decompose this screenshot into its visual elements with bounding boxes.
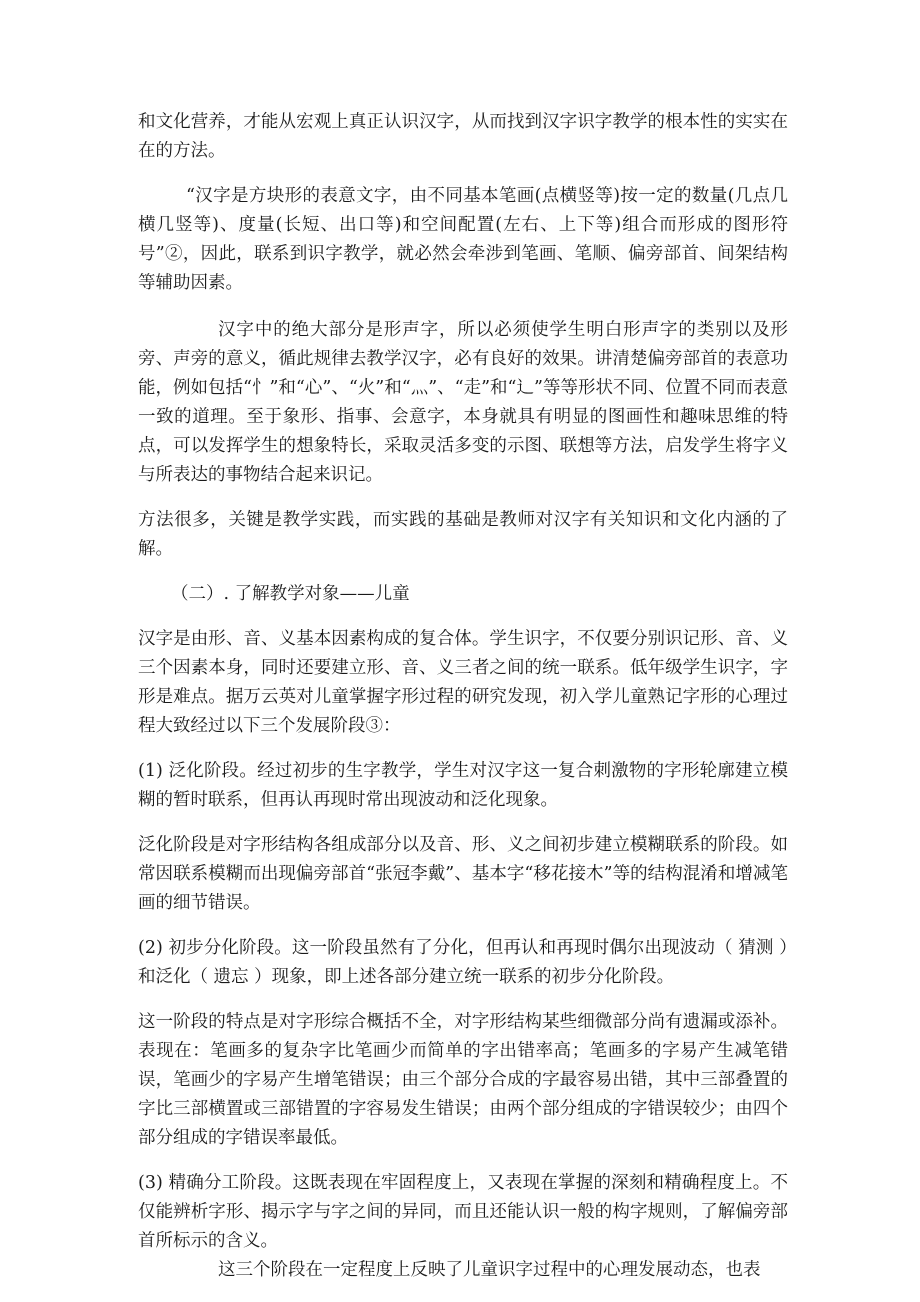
paragraph-strokes-quote: “汉字是方块形的表意文字，由不同基本笔画(点横竖等)按一定的数量(几点几横几竖等)、度量(长短、出口等)和空间配置(左右、上下等)组合而形成的图形符号”②，因此，联系到识字教学，就必然会牵涉到笔画、笔顺、偏旁部首、间架结构等辅助因素。	[138, 186, 788, 293]
paragraph-methods: 方法很多，关键是教学实践，而实践的基础是教师对汉字有关知识和文化内涵的了解。	[138, 510, 788, 559]
paragraph-form-sound-meaning: 汉字是由形、音、义基本因素构成的复合体。学生识字，不仅要分别识记形、音、义三个因素本身，同时还要建立形、音、义三者之间的统一联系。低年级学生识字，字形是难点。据万云英对儿童掌握字形过程的研究发现，初入学儿童熟记字形的心理过程大致经过以下三个发展阶段③：	[138, 629, 788, 736]
section-heading: （二）. 了解教学对象——儿童	[171, 584, 410, 604]
paragraph-continuation: 和文化营养，才能从宏观上真正认识汉字，从而找到汉字识字教学的根本性的实实在在的方法。	[138, 112, 788, 161]
paragraph-stage-1: (1) 泛化阶段。经过初步的生字教学，学生对汉字这一复合刺激物的字形轮廓建立模糊的暂时联系，但再认再现时常出现波动和泛化现象。	[138, 761, 788, 810]
paragraph-summary: 这三个阶段在一定程度上反映了儿童识字过程中的心理发展动态，也表	[218, 1260, 761, 1280]
paragraph-stage-2-detail: 这一阶段的特点是对字形综合概括不全，对字形结构某些细微部分尚有遗漏或添补。表现在：笔画多的复杂字比笔画少而简单的字出错率高；笔画多的字易产生减笔错误，笔画少的字易产生增笔错误；由三个部分合成的字最容易出错，其中三部叠置的字比三部横置或三部错置的字容易发生错误；由两个部分组成的字错误较少；由四个部分组成的字错误率最低。	[138, 1012, 788, 1148]
paragraph-stage-1-detail: 泛化阶段是对字形结构各组成部分以及音、形、义之间初步建立模糊联系的阶段。如常因联系模糊而出现偏旁部首“张冠李戴”、基本字“移花接木”等的结构混淆和增减笔画的细节错误。	[138, 835, 788, 913]
paragraph-phonetic-compounds: 汉字中的绝大部分是形声字，所以必须使学生明白形声字的类别以及形旁、声旁的意义，循此规律去教学汉字，必有良好的效果。讲清楚偏旁部首的表意功能，例如包括“忄”和“心”、“火”和“灬”、“走”和“辶”等等形状不同、位置不同而表意一致的道理。至于象形、指事、会意字，本身就具有明显的图画性和趣味思维的特点，可以发挥学生的想象特长，采取灵活多变的示图、联想等方法，启发学生将字义与所表达的事物结合起来识记。	[138, 320, 788, 485]
paragraph-stage-2: (2) 初步分化阶段。这一阶段虽然有了分化，但再认和再现时偶尔出现波动（ 猜测 ）和泛化（ 遗忘 ）现象，即上述各部分建立统一联系的初步分化阶段。	[138, 938, 788, 987]
document-page	[138, 108, 788, 1285]
paragraph-stage-3: (3) 精确分工阶段。这既表现在牢固程度上，又表现在掌握的深刻和精确程度上。不仅能辨析字形、揭示字与字之间的异同，而且还能认识一般的构字规则，了解偏旁部首所标示的含义。	[138, 1173, 788, 1251]
